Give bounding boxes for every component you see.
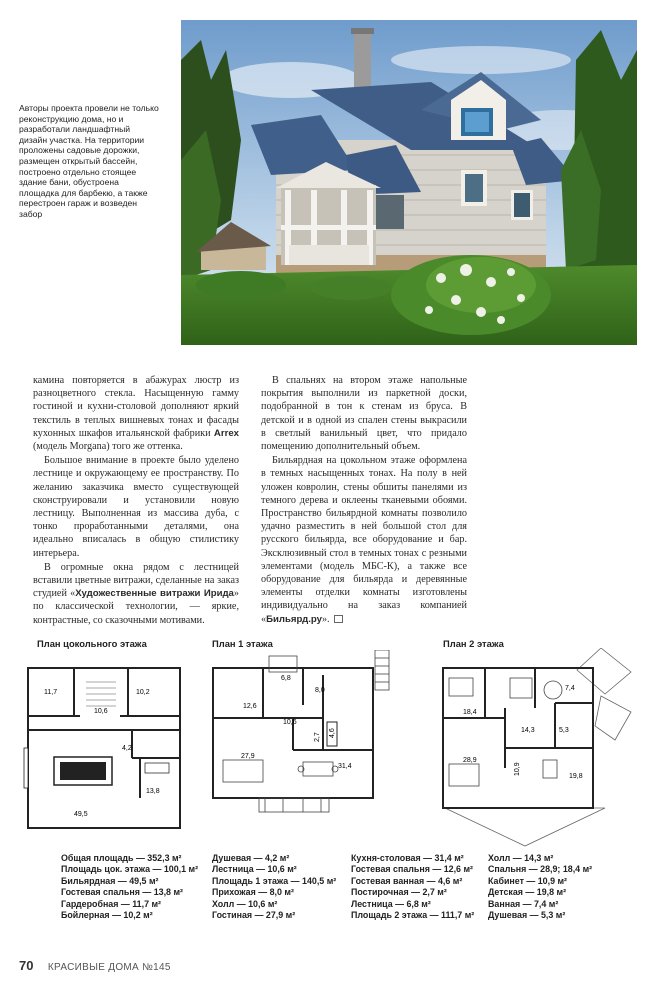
spec-line: Детская — 19,8 м² [488,887,567,898]
room-area-label: 28,9 [463,757,477,764]
room-area-label: 12,6 [243,703,257,710]
room-area-label: 11,7 [44,689,58,696]
spec-line: Лестница — 6,8 м² [351,898,431,909]
spec-line: Ванная — 7,4 м² [488,898,559,909]
room-area-label: 8,0 [315,687,325,694]
page-footer [19,957,171,975]
end-of-article-icon [334,615,343,623]
article-paragraph: В огромные окна рядом с лестницей вставили цветные витражи, сделанные на заказ студией «Художественные витражи Ирида» по классической технологии, — яркие, контрастные, со сказочными мотивами. [33,561,239,626]
spec-line: Постирочная — 2,7 м² [351,887,447,898]
article-paragraph: Бильярдная на цокольном этаже оформлена в темных насыщенных тонах. На полу в ней уложен ковролин, стены обшиты панелями из темного дерева и оклеены тканевыми обоями. Пространство бильярдной комнаты позволило удачно разместить в ней большой стол для русского бильярда, все оборудование и бар. Эксклюзивный стол в темных тонах с резными элементами (модель МБС-К), а также все оборудование для бильярда и деревянные элементы отделки комнаты изготовлены индивидуально на заказ компанией «Бильярд.ру». [261,455,467,625]
spec-line: Площадь 2 этажа — 111,7 м² [351,910,475,921]
spec-line: Бойлерная — 10,2 м² [61,910,153,921]
spec-line: Лестница — 10,6 м² [212,864,297,875]
room-area-label: 19,8 [569,773,583,780]
room-area-label: 4,2 [122,745,132,752]
spec-line: Кабинет — 10,9 м² [488,875,567,886]
room-area-label: 10,9 [514,762,521,776]
brand-name: Бильярд.ру [266,613,322,625]
spec-line: Кухня-столовая — 31,4 м² [351,853,464,863]
spec-line: Площадь цок. этажа — 100,1 м² [61,864,199,875]
plan-title-floor2: План 2 этажа [443,638,504,649]
plan-title-floor1: План 1 этажа [212,638,273,649]
room-area-label: 10,2 [136,689,150,696]
photo-caption: Авторы проекта провели не только реконструкцию дома, но и разработали ландшафтный дизайн участка. На территории проложены садовые дорожки, размещен открытый бассейн, построено отдельно стоящее здание бани, обустроена площадка для барбекю, а также перестроен гараж и возведен забор [19,103,159,219]
room-area-label: 49,5 [74,811,88,818]
basement-floor-plan [20,658,192,843]
spec-line: Спальня — 28,9; 18,4 м² [488,864,593,875]
spec-line: Холл — 14,3 м² [488,853,554,863]
magazine-name: КРАСИВЫЕ ДОМА №145 [47,962,171,973]
article-paragraph: В спальнях на втором этаже напольные покрытия выполнили из паркетной доски, подобранной в тон к стенам из бруса. В детской и в одной из спален стены выкрасили в светлый ванильный цвет, что придало помещению дополнительный объем. [261,375,467,453]
article-column-2 [261,374,467,627]
room-area-label: 4,6 [329,728,336,738]
spec-line: Прихожая — 8,0 м² [212,887,294,898]
spec-line: Гостиная — 27,9 м² [212,910,296,921]
specs-column-1 [61,853,198,921]
specs-column-4 [488,853,592,921]
brand-name: Художественные витражи Ирида [75,588,234,600]
spec-line: Гостевая ванная — 4,6 м² [351,875,463,886]
spec-line: Площадь 1 этажа — 140,5 м² [212,875,337,886]
specs-column-3 [351,853,474,921]
room-area-label: 10,6 [94,708,108,715]
article-column-1 [33,374,239,628]
spec-line: Бильярдная — 49,5 м² [61,875,159,886]
spec-line: Гостевая спальня — 13,8 м² [61,887,183,898]
spec-line: Душевая — 5,3 м² [488,910,566,921]
page-number: 70 [19,958,34,973]
plan-title-basement: План цокольного этажа [37,638,147,649]
spec-line: Общая площадь — 352,3 м² [61,853,182,863]
brand-name: Arrex [213,427,239,439]
room-area-label: 27,9 [241,753,255,760]
spec-line: Холл — 10,6 м² [212,898,278,909]
specs-column-2 [212,853,336,921]
room-area-label: 7,4 [565,685,575,692]
house-photo [181,20,637,345]
room-area-label: 10,6 [283,719,297,726]
spec-line: Гардеробная — 11,7 м² [61,898,161,909]
room-area-label: 31,4 [338,763,352,770]
room-area-label: 5,3 [559,727,569,734]
room-area-label: 14,3 [521,727,535,734]
second-floor-plan [425,648,643,853]
article-paragraph: Большое внимание в проекте было уделено лестнице и окружающему ее пространству. По желанию заказчика вместо существующей сконструировали и установили новую лестницу. Выполненная из массива дуба, с тонко проработанными деталями, она идеально вписалась в общую стилистику интерьера. [33,455,239,559]
room-area-label: 2,7 [314,732,321,742]
room-area-label: 18,4 [463,709,477,716]
first-floor-plan [203,650,403,825]
article-paragraph: камина повторяется в абажурах люстр из разноцветного стекла. Насыщенную гамму гостиной и кухни-столовой дополняют яркий текстиль в теплых вишневых тонах и фасады кухонных шкафов итальянской фабрики Arrex (модель Morgana) того же оттенка. [33,375,239,453]
spec-line: Гостевая спальня — 12,6 м² [351,864,473,875]
room-area-label: 6,8 [281,675,291,682]
room-area-label: 13,8 [146,788,160,795]
spec-line: Душевая — 4,2 м² [212,853,290,863]
